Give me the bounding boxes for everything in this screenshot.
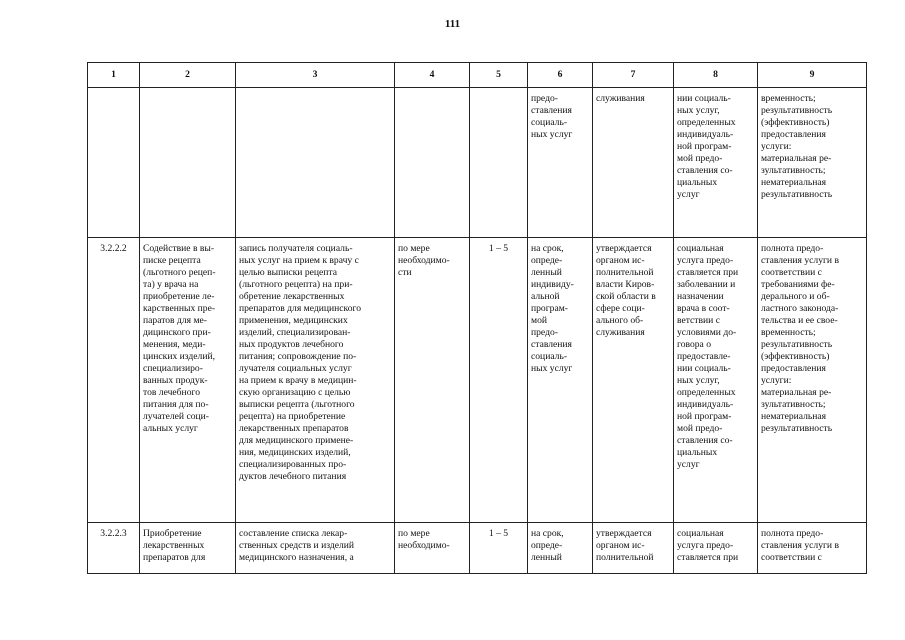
table-header-row [88, 63, 867, 88]
column-header: 5 [470, 63, 528, 88]
page-number: 111 [444, 18, 461, 30]
row-number-cell: 3.2.2.2 [88, 238, 140, 523]
column-header: 1 [88, 63, 140, 88]
table-row [88, 238, 867, 523]
row-number-cell: 3.2.2.3 [88, 523, 140, 574]
approval-cell: утверждается органом ис- полнительной [593, 523, 674, 574]
table-cell: служивания [593, 88, 674, 238]
service-description-cell: составление списка лекар- ственных средств и изделий медицинского назначения, а [236, 523, 395, 574]
frequency-cell: по мере необходимо- сти [395, 238, 470, 523]
column-header: 8 [674, 63, 758, 88]
services-table [87, 62, 867, 574]
term-cell: на срок, опреде- ленный индивиду- альной програм- мой предо- ставления социаль- ных услуг [528, 238, 593, 523]
service-name-cell: Содействие в вы- писке рецепта (льготного рецеп- та) у врача на приобретение ле- карственных пре- паратов для ме- дицинского при- менения, меди- цинских изделий, специализиро- ванных продук- тов лечебного питания для по- лучателей соци- альных услуг [140, 238, 236, 523]
column-header: 2 [140, 63, 236, 88]
column-header: 3 [236, 63, 395, 88]
table-cell: предо- ставления социаль- ных услуг [528, 88, 593, 238]
table-cell [395, 88, 470, 238]
table-row [88, 523, 867, 574]
column-header: 4 [395, 63, 470, 88]
column-header: 6 [528, 63, 593, 88]
table-cell [236, 88, 395, 238]
approval-cell: утверждается органом ис- полнительной власти Киров- ской области в сфере соци- ального об- служивания [593, 238, 674, 523]
table-cell [140, 88, 236, 238]
column-header: 7 [593, 63, 674, 88]
table-cell [88, 88, 140, 238]
column-header: 9 [758, 63, 867, 88]
service-name-cell: Приобретение лекарственных препаратов для [140, 523, 236, 574]
range-cell: 1 – 5 [470, 238, 528, 523]
conditions-cell: социальная услуга предо- ставляется при [674, 523, 758, 574]
table-row-continuation [88, 88, 867, 238]
table-cell [470, 88, 528, 238]
conditions-cell: социальная услуга предо- ставляется при заболевании и назначении врача в соот- ветствии с условиями до- говора о предоставле- нии социаль- ных услуг, определенных индивидуаль- ной програм- мой предо- ставления со- циальных услуг [674, 238, 758, 523]
service-description-cell: запись получателя социаль- ных услуг на прием к врачу с целью выписки рецепта (льготного рецепта) на при- обретение лекарственных препаратов для медицинского применения, медицинских изделий, специализирован- ных продуктов лечебного питания; сопровождение по- лучателя социальных услуг на прием к врачу в медицин- скую организацию с целью выписки рецепта (льготного рецепта) на приобретение лекарственных препаратов для медицинского примене- ния, медицинских изделий, специализированных про- дуктов лечебного питания [236, 238, 395, 523]
term-cell: на срок, опреде- ленный [528, 523, 593, 574]
quality-cell: полнота предо- ставления услуги в соответствии с [758, 523, 867, 574]
table-cell: нии социаль- ных услуг, определенных индивидуаль- ной програм- мой предо- ставления со- циальных услуг [674, 88, 758, 238]
quality-cell: полнота предо- ставления услуги в соответствии с требованиями фе- дерального и об- ластного законода- тельства и ее свое- временность; результативность (эффективность) предоставления услуги: материальная ре- зультативность; нематериальная результативность [758, 238, 867, 523]
range-cell: 1 – 5 [470, 523, 528, 574]
table-cell: временность; результативность (эффективность) предоставления услуги: материальная ре- зультативность; нематериальная результативность [758, 88, 867, 238]
frequency-cell: по мере необходимо- [395, 523, 470, 574]
